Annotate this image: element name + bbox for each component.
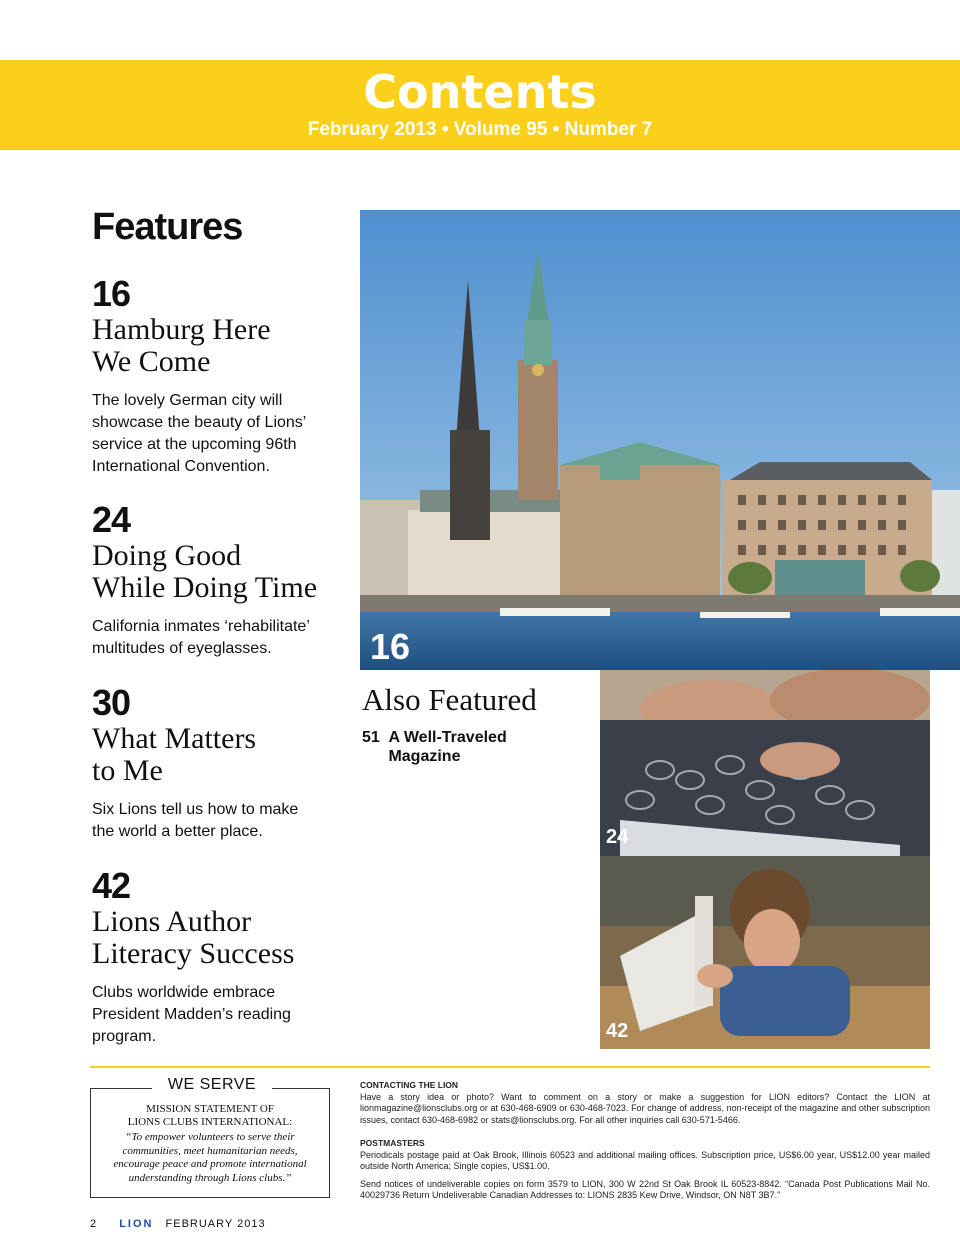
contact-heading: CONTACTING THE LION: [360, 1080, 459, 1090]
features-heading: Features: [92, 206, 243, 248]
feature-page-number: 42: [92, 865, 131, 906]
photo-page-label: 42: [606, 1020, 629, 1042]
postmasters-text: Periodicals postage paid at Oak Brook, Illinois 60523 and additional mailing offices. Subscription price, US$6.00 year, US$12.00 year mailed outside North America; Single copies, US$1.00.: [360, 1149, 930, 1172]
we-serve-heading: WE SERVE: [152, 1075, 272, 1095]
photo-page-label: 24: [606, 826, 629, 848]
contact-section: [360, 1080, 930, 1126]
hamburg-skyline-image: [360, 210, 960, 670]
issue-info: February 2013 • Volume 95 • Number 7: [307, 119, 653, 140]
feature-description: The lovely German city will showcase the beauty of Lions’ service at the upcoming 96th International Convention.: [92, 392, 307, 475]
also-featured-item[interactable]: [362, 728, 582, 766]
photo-page-label: 16: [370, 626, 411, 667]
contents-banner: [0, 60, 960, 150]
magazine-name: LION: [119, 1218, 154, 1230]
feature-title: What Matters to Me: [92, 722, 257, 787]
mission-statement-title: MISSION STATEMENT OF LIONS CLUBS INTERNATIONAL:: [127, 1103, 293, 1128]
feature-title: Doing Good While Doing Time: [92, 539, 318, 604]
feature-item-hamburg[interactable]: [92, 274, 352, 478]
feature-item-doing-good[interactable]: [92, 500, 352, 660]
also-featured-heading: Also Featured: [362, 682, 537, 717]
eyeglasses-image: [600, 670, 930, 856]
feature-page-number: 16: [92, 273, 131, 314]
feature-item-literacy[interactable]: [92, 866, 352, 1048]
mission-statement-text: “To empower volunteers to serve their communities, meet humanitarian needs, encourage peace and promote international understanding through Lions clubs.”: [113, 1131, 307, 1184]
feature-title: Lions Author Literacy Success: [92, 905, 295, 970]
postmasters-heading: POSTMASTERS: [360, 1138, 425, 1148]
feature-item-what-matters[interactable]: [92, 683, 352, 843]
feature-description: California inmates ‘rehabilitate’ multitudes of eyeglasses.: [92, 618, 310, 657]
contact-text: Have a story idea or photo? Want to comment on a story or make a suggestion for LION editors? Contact the LION at lionmagazine@lionsclubs.org or at 630-468-6909 or 630-468-7023. For change of address, non-receipt of the magazine and other subscription issues, contact 630-468-6982 or stats@lionsclubs.org. For all other inquiries call 630-571-5466.: [360, 1091, 930, 1125]
also-featured-title: A Well-Traveled Magazine: [388, 729, 507, 765]
page-title: Contents: [363, 65, 597, 119]
section-divider: [90, 1066, 930, 1068]
page-footer: [90, 1218, 266, 1231]
issue-date: FEBRUARY 2013: [165, 1218, 266, 1230]
hamburg-photo[interactable]: [360, 210, 960, 670]
postmasters-returns-text: Send notices of undeliverable copies on form 3579 to LION, 300 W 22nd St Oak Brook IL 60523-8842. “Canada Post Publications Mail No. 40029736 Return Undeliverable Canadian Addresses to: LIONS 2835 Kew Drive, Windsor, ON N8T 3B7.”: [360, 1178, 930, 1201]
page-number: 2: [90, 1218, 98, 1230]
reading-photo[interactable]: [600, 856, 930, 1049]
feature-page-number: 30: [92, 682, 131, 723]
also-featured-page-number: 51: [362, 729, 380, 746]
feature-description: Clubs worldwide embrace President Madden’s reading program.: [92, 984, 291, 1045]
boy-reading-image: [600, 856, 930, 1049]
feature-title: Hamburg Here We Come: [92, 313, 271, 378]
feature-description: Six Lions tell us how to make the world a better place.: [92, 801, 299, 840]
eyeglasses-photo[interactable]: [600, 670, 930, 856]
postmasters-section: [360, 1138, 930, 1202]
feature-page-number: 24: [92, 499, 131, 540]
